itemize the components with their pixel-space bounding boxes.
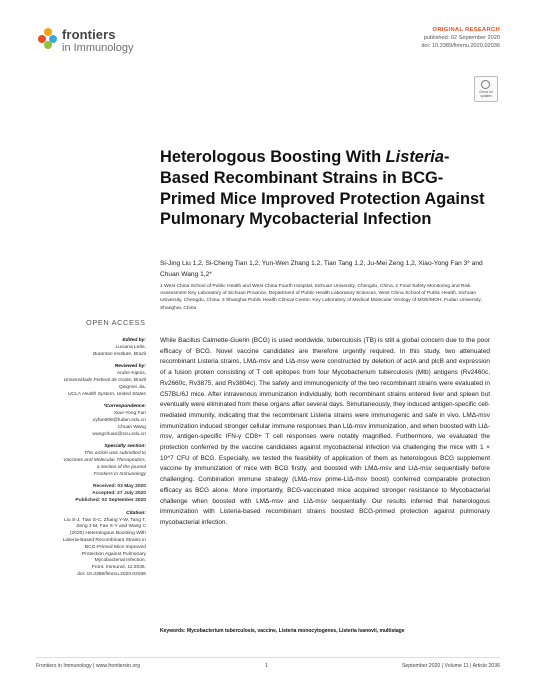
correspondence-line: Xiao-Yong Fan: [113, 411, 146, 417]
citation-line: Mycobacterial Infection.: [94, 558, 146, 564]
article-title: Heterologous Boosting With Listeria-Based Recombinant Strains in BCG-Primed Mice Improved Protection Against Pulmonary Mycobacterial Infection: [160, 148, 485, 229]
citation-line: Liu S-J, Tian S-C, Zhang Y-W, Tang T,: [64, 517, 146, 523]
open-access-label: OPEN ACCESS: [86, 318, 146, 327]
keywords: [160, 628, 490, 635]
article-meta: [421, 26, 500, 50]
citation-line: Front. Immunol. 11:2036.: [91, 565, 146, 571]
specialty-line: Vaccines and Molecular Therapeutics,: [63, 457, 146, 463]
reviewer-line: UCLA Health System, United States: [67, 391, 146, 397]
specialty-line: This article was submitted to: [84, 451, 146, 457]
reviewed-by-label: Reviewed by:: [114, 364, 146, 370]
journal-subname: in Immunology: [62, 42, 134, 54]
reviewer-line: Universidade Federal de Goiás, Brazil: [63, 377, 146, 383]
page-number: 1: [265, 663, 268, 669]
keywords-list: Mycobacterium tuberculosis, vaccine, Listeria monocytogenes, Listeria ivanovii, multistage: [186, 628, 405, 634]
updates-icon: [481, 80, 490, 89]
editor-line: Butantan Institute, Brazil: [92, 351, 146, 357]
reviewer-line: Andre Kipnis,: [116, 371, 146, 377]
citation-line: Protection Against Pulmonary: [81, 551, 146, 557]
keywords-label: Keywords:: [160, 628, 186, 634]
published-date: published: 02 September 2020: [423, 35, 500, 41]
correspondence-email[interactable]: wangchuan@scu.edu.cn: [92, 431, 146, 437]
citation-label: Citation:: [126, 510, 146, 516]
published-date-side: Published: 02 September 2020: [75, 497, 146, 503]
accepted-date: Accepted: 27 July 2020: [92, 491, 146, 497]
citation-line: Zeng J-M, Fan X-Y and Wang C: [76, 524, 146, 530]
footer-volume: September 2020 | Volume 11 | Article 2036: [401, 663, 500, 669]
sidebar-info: [20, 338, 146, 579]
edited-by-label: Edited by:: [122, 338, 146, 343]
specialty-line: a section of the journal: [96, 464, 146, 470]
correspondence-label: *Correspondence:: [103, 404, 146, 410]
article-type: ORIGINAL RESEARCH: [432, 27, 500, 33]
affiliations: 1 West China School of Public Health and West China Fourth Hospital, Sichuan University, Chengdu, China, 2 Food Safety Monitoring and Risk Assessment Key Laboratory of Sichuan Province, Department of Public Health Laboratory Sciences, West China School of Public Health, Sichuan University, Chengdu, China, 3 Shanghai Public Health Clinical Center, Key Laboratory of Medical Molecular Virology of MOE/MOH, Fudan University, Shanghai, China: [160, 284, 482, 311]
doi[interactable]: doi: 10.3389/fimmu.2020.02036: [421, 43, 500, 49]
abstract-text: While Bacillus Calmette-Guerin (BCG) is used worldwide, tuberculosis (TB) is still a global concern due to the poor efficacy of BCG. Novel vaccine candidates are therefore urgently required. In this study, two attenuated recombinant Listeria strains, LMΔ-msv and LIΔ-msv were constructed by deletion of actA and plcB and expression of a fusion protein consisting of T cell epitopes from four Mycobacterium tuberculosis (Mtb) antigens (Rv2460c, Rv2660c, Rv3875, and Rv3804c). The safety and immunogenicity of the two recombinant strains were evaluated in C57BL/6J mice. After intravenous immunization individually, both recombinant strains entered liver and spleen but eventually were eliminated from these organs after several days. Simultaneously, they induced antigen-specific cell-mediated immunity, indicating that the recombinant Listeria strains were immunogenic and safe in vivo. LMΔ-msv immunization induced stronger cellular immune responses than LIΔ-msv immunization, and when boosted with LIΔ-msv, antigen-specific IFN-γ CD8+ T cell responses were notably magnified. Furthermore, we evaluated the protection conferred by the vaccine candidates against mycobacterial infection via challenging the mice with 1 × 10^7 CFU of BCG. Especially, we tested the feasibility of application of them as heterologous BCG supplement vaccine by immunization of mice with BCG firstly, and boosted with LMΔ-msv and LIΔ-msv sequentially before challenging. Combination immune strategy (LMΔ-msv prime-LIΔ-msv boost) conferred comparable protection efficacy as BCG alone. More importantly, BCG-vaccinated mice acquired stronger resistance to Mycobacterial challenge when boosted with LMΔ-msv and LIΔ-msv sequentially. Our results inferred that heterologous immunization with Listeria-based recombinant strains boosted BCG-primed protection against pulmonary mycobacterial infection.: [160, 337, 490, 526]
journal-logo: [38, 26, 158, 60]
editor-line: Luciana Leite,: [115, 344, 146, 350]
author-list: Si-Jing Liu 1,2, Si-Cheng Tian 1,2, Yun-Wen Zhang 1,2, Tian Tang 1,2, Ju-Mei Zeng 1,2, Xiao-Yong Fan 3* and Chuan Wang 1,2*: [160, 260, 483, 278]
citation-line: Listeria-Based Recombinant Strains in: [62, 537, 146, 543]
correspondence-line: Chuan Wang: [117, 424, 146, 430]
journal-name: frontiers: [62, 27, 116, 42]
citation-doi[interactable]: doi: 10.3389/fimmu.2020.02036: [77, 571, 146, 577]
footer-journal[interactable]: Frontiers in Immunology | www.frontiersin.org: [36, 663, 140, 669]
received-date: Received: 03 May 2020: [92, 484, 146, 490]
correspondence-email[interactable]: xyfan008@fudan.edu.cn: [92, 417, 146, 423]
specialty-section-label: Specialty section:: [104, 444, 146, 450]
citation-line: (2020) Heterologous Boosting With: [69, 531, 146, 537]
check-for-updates-badge[interactable]: [474, 76, 498, 102]
updates-label: Check for updates: [479, 90, 493, 98]
citation-line: BCG-Primed Mice Improved: [84, 544, 146, 550]
specialty-line: Frontiers in Immunology: [93, 471, 146, 477]
reviewer-line: Qingmei Jia,: [118, 384, 146, 390]
footer-divider: [36, 657, 500, 658]
frontiers-logo-icon: [38, 28, 58, 50]
